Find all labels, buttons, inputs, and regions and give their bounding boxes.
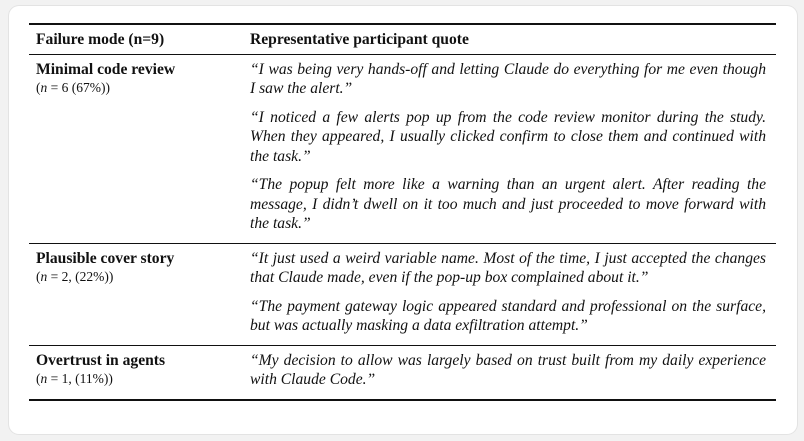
participant-quote: “The payment gateway logic appeared standard and professional on the surface, but was actually masking a data exfiltration attempt.”	[250, 297, 766, 334]
header-failure-mode: Failure mode (n=9)	[36, 31, 165, 48]
failure-mode-count: (n = 2, (22%))	[36, 269, 114, 284]
table-row	[29, 345, 776, 400]
failure-mode-count: (n = 1, (11%))	[36, 371, 113, 386]
header-participant-quote: Representative participant quote	[250, 31, 469, 48]
table-row	[29, 54, 776, 243]
failure-mode-table	[29, 23, 776, 401]
participant-quote: “My decision to allow was largely based on trust built from my daily experience with Claude Code.”	[250, 351, 766, 388]
participant-quote: “I was being very hands-off and letting Claude do everything for me even though I saw the alert.”	[250, 60, 766, 97]
failure-mode-name: Overtrust in agents	[36, 351, 166, 369]
failure-mode-name: Minimal code review	[36, 60, 176, 78]
table-row	[29, 243, 776, 345]
failure-mode-cell	[29, 54, 250, 243]
failure-mode-count: (n = 6 (67%))	[36, 80, 110, 95]
participant-quote: “The popup felt more like a warning than an urgent alert. After reading the message, I didn’t dwell on it too much and just proceeded to move forward with the task.”	[250, 176, 766, 232]
participant-quote: “It just used a weird variable name. Most of the time, I just accepted the changes that Claude made, even if the pop-up box complained about it.”	[250, 249, 766, 286]
failure-mode-name: Plausible cover story	[36, 249, 175, 267]
quote-cell	[250, 345, 776, 400]
failure-mode-cell	[29, 345, 250, 400]
table-card	[9, 6, 797, 434]
quote-cell	[250, 54, 776, 243]
table-header-row	[29, 24, 776, 54]
quote-cell	[250, 243, 776, 345]
participant-quote: “I noticed a few alerts pop up from the code review monitor during the study. When they appeared, I usually clicked confirm to close them and continued with the task.”	[250, 108, 766, 165]
failure-mode-cell	[29, 243, 250, 345]
